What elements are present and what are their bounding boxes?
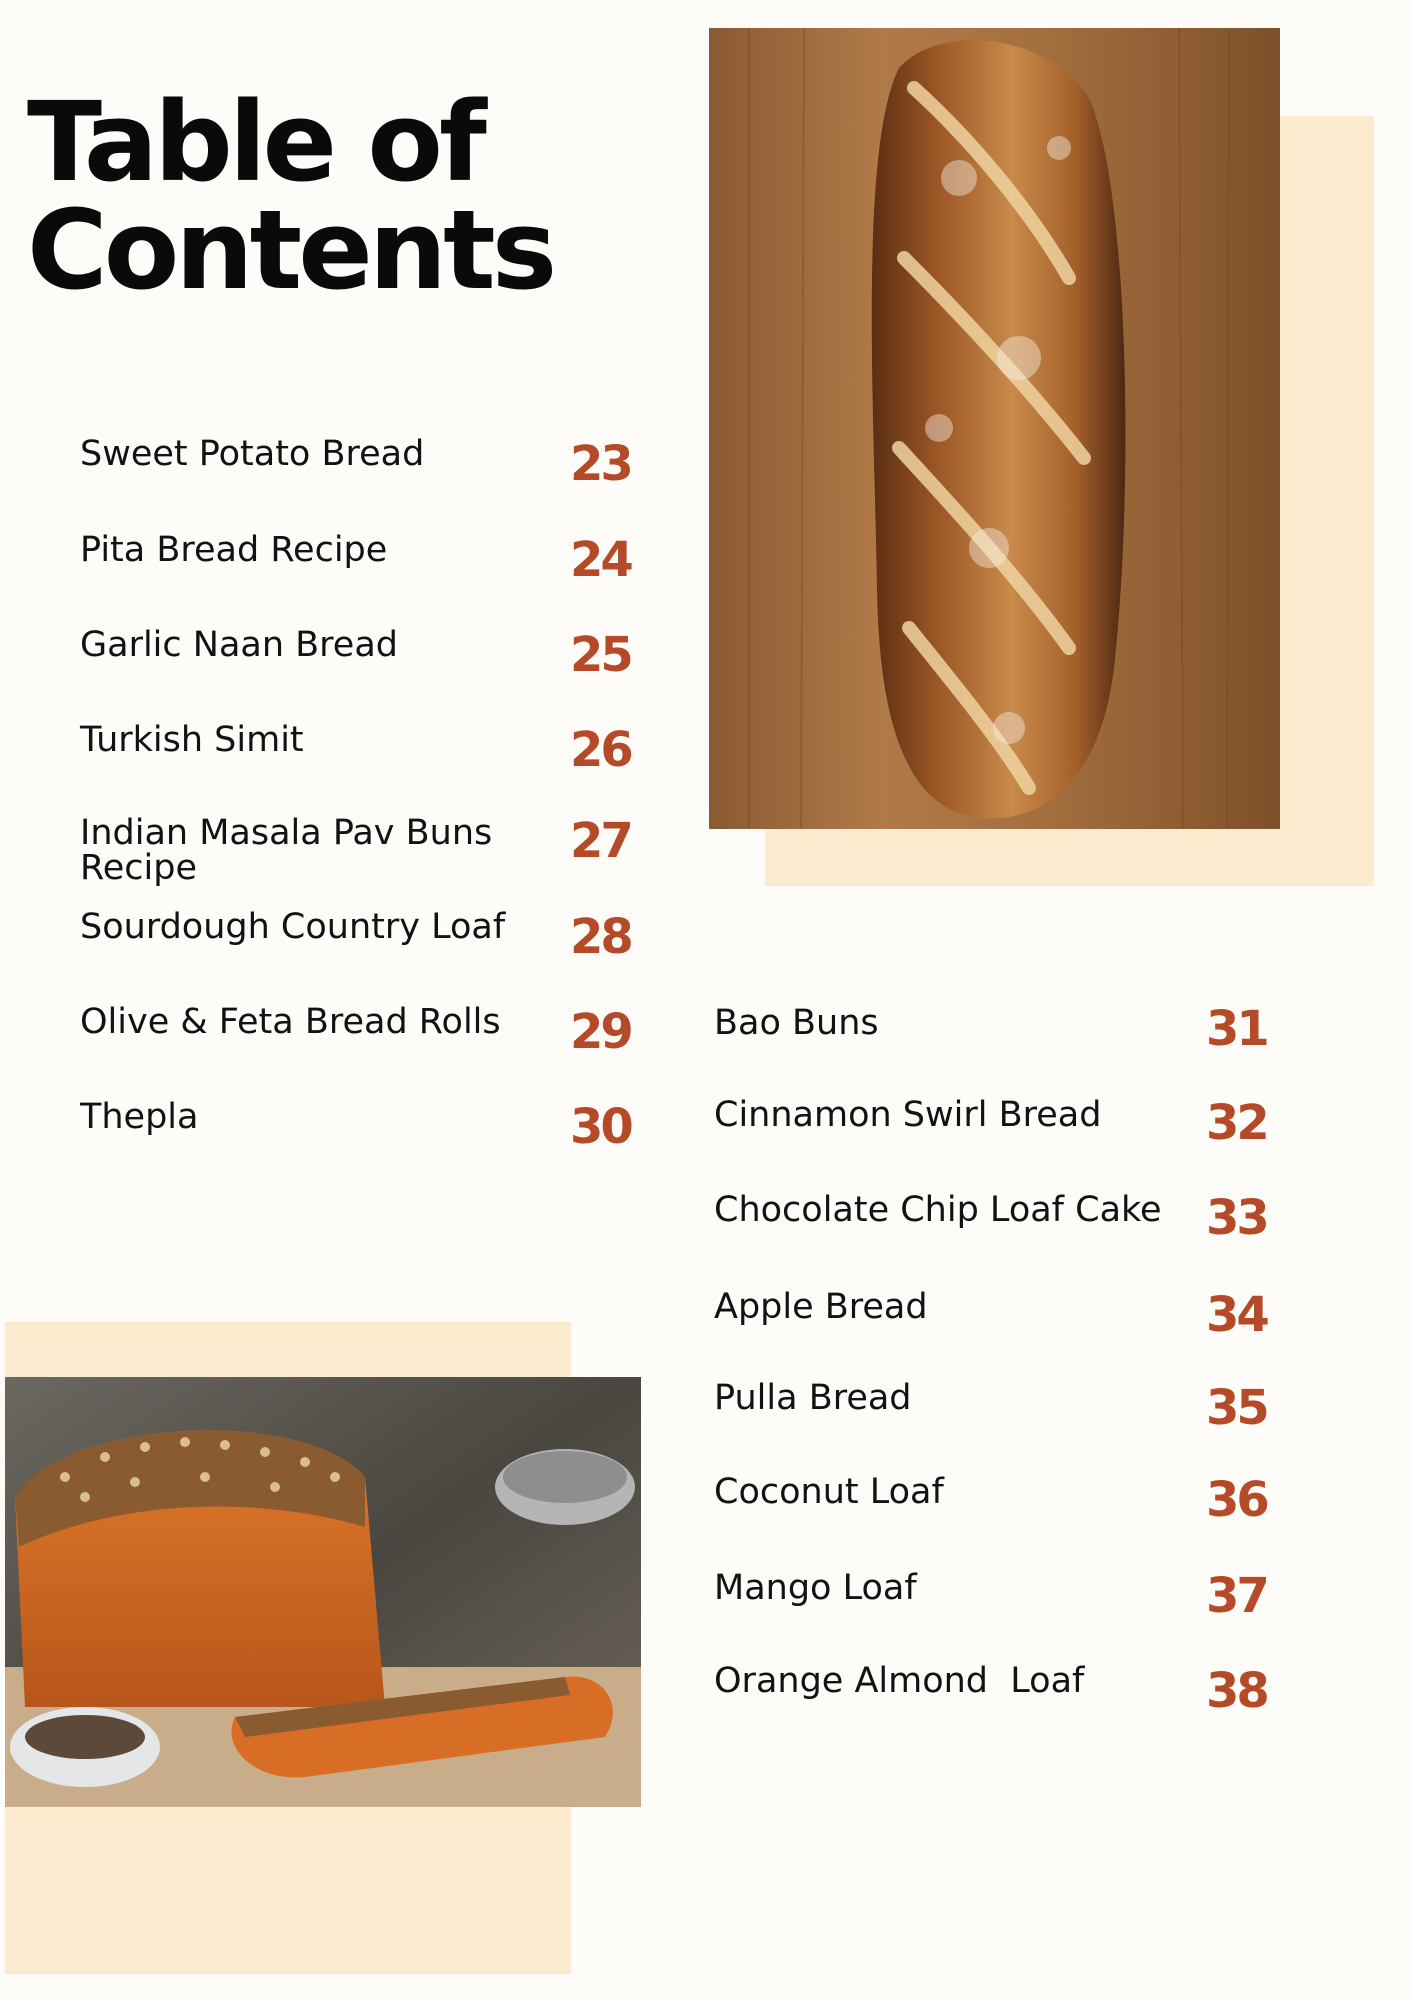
toc-entry-page: 37: [1206, 1568, 1267, 1624]
toc-entry[interactable]: [714, 1192, 1314, 1248]
toc-entry-page: 38: [1206, 1663, 1267, 1719]
toc-entry-title: Mango Loaf: [714, 1568, 917, 1608]
toc-entry[interactable]: [714, 1663, 1314, 1719]
toc-entry[interactable]: [714, 1474, 1314, 1530]
toc-entry-page: 23: [570, 436, 631, 492]
toc-entry-title: Bao Buns: [714, 1003, 879, 1043]
toc-entry-title: Sourdough Country Loaf: [80, 907, 506, 947]
toc-entry-title: Chocolate Chip Loaf Cake: [714, 1190, 1162, 1230]
toc-entry[interactable]: [714, 1097, 1314, 1153]
toc-entry-page: 26: [570, 722, 631, 778]
toc-entry-page: 34: [1206, 1287, 1267, 1343]
toc-entry-page: 28: [570, 909, 631, 965]
sourdough-loaf-photo: [709, 28, 1280, 829]
toc-entry[interactable]: [714, 1380, 1314, 1436]
toc-entry-page: 30: [570, 1099, 631, 1155]
toc-entry[interactable]: [80, 436, 640, 492]
toc-entry-title: Indian Masala Pav Buns: [80, 813, 493, 853]
title-line-2: Contents: [27, 186, 554, 314]
toc-entry[interactable]: [80, 1004, 640, 1060]
toc-entry-page: 33: [1206, 1190, 1267, 1246]
toc-entry-title: Olive & Feta Bread Rolls: [80, 1002, 501, 1042]
toc-entry-title: Pita Bread Recipe: [80, 530, 388, 570]
toc-entry-page: 27: [570, 813, 631, 869]
toc-entry[interactable]: [80, 722, 640, 778]
toc-entry[interactable]: [80, 1099, 640, 1155]
toc-entry-title: Pulla Bread: [714, 1378, 912, 1418]
seeded-sweet-potato-loaf-photo: [5, 1377, 641, 1807]
toc-entry[interactable]: [80, 532, 640, 588]
toc-entry-title: Apple Bread: [714, 1287, 928, 1327]
toc-entry-title-line-2: Recipe: [80, 848, 197, 888]
toc-entry-page: 36: [1206, 1472, 1267, 1528]
toc-entry-page: 24: [570, 532, 631, 588]
toc-entry[interactable]: [714, 1289, 1314, 1345]
toc-entry-page: 25: [570, 627, 631, 683]
toc-entry-title: Turkish Simit: [80, 720, 304, 760]
title-line-1: Table of: [27, 78, 483, 206]
toc-entry-title: Coconut Loaf: [714, 1472, 944, 1512]
toc-entry-title: Orange Almond Loaf: [714, 1661, 1085, 1701]
toc-entry-page: 29: [570, 1004, 631, 1060]
page-title: [27, 78, 554, 314]
toc-entry-page: 31: [1206, 1001, 1267, 1057]
toc-entry[interactable]: [80, 627, 640, 683]
toc-entry-page: 35: [1206, 1380, 1267, 1436]
toc-entry-title: Sweet Potato Bread: [80, 434, 425, 474]
toc-entry-title: Cinnamon Swirl Bread: [714, 1095, 1102, 1135]
toc-entry[interactable]: [80, 815, 640, 889]
toc-entry-title: Garlic Naan Bread: [80, 625, 398, 665]
toc-entry[interactable]: [714, 1001, 1314, 1061]
toc-entry-title: Thepla: [80, 1097, 199, 1137]
toc-entry-page: 32: [1206, 1095, 1267, 1151]
toc-entry[interactable]: [80, 909, 640, 965]
toc-entry[interactable]: [714, 1570, 1314, 1626]
